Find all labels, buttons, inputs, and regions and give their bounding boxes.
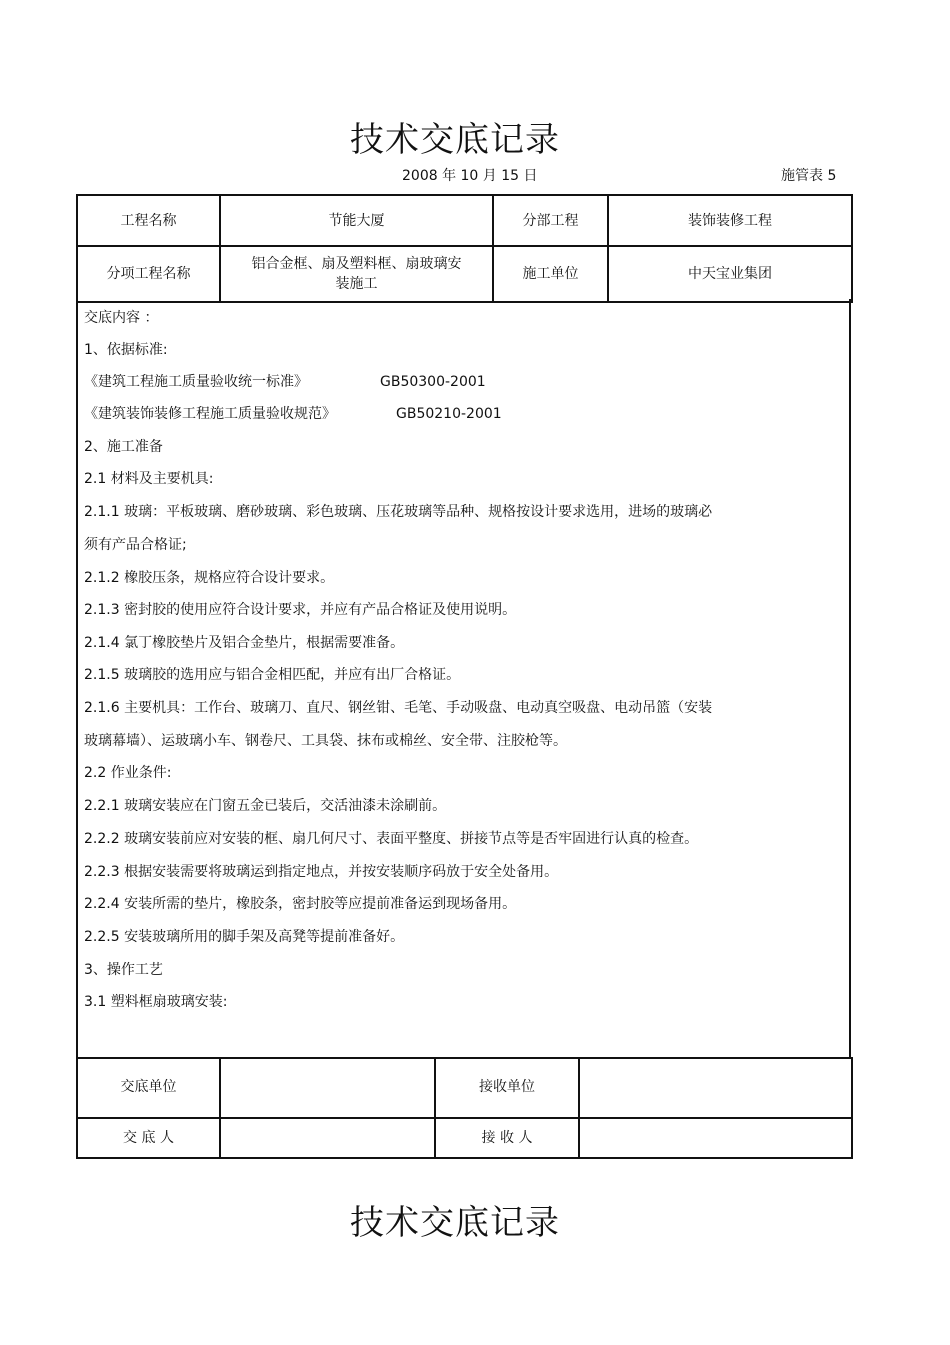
section-3: 3、操作工艺 bbox=[84, 962, 163, 978]
standard-2-code: GB50210-2001 bbox=[396, 406, 502, 422]
division-label: 分部工程 bbox=[493, 195, 608, 246]
contractor-value: 中天宝业集团 bbox=[608, 246, 852, 302]
issuer-unit-field[interactable] bbox=[220, 1057, 435, 1118]
table-row bbox=[77, 195, 852, 246]
item-2-2-1: 2.2.1 玻璃安装应在门窗五金已装后，交活油漆未涂刷前。 bbox=[84, 798, 447, 814]
table-row bbox=[77, 246, 852, 302]
page-title: 技术交底记录 bbox=[350, 120, 560, 160]
item-2-1-6-line-1: 2.1.6 主要机具：工作台、玻璃刀、直尺、钢丝钳、毛笔、手动吸盘、电动真空吸盘、电动吊篮（安装 bbox=[84, 700, 713, 716]
standard-2-name: 《建筑装饰装修工程施工质量验收规范》 bbox=[84, 406, 336, 422]
item-2-1-4: 2.1.4 氯丁橡胶垫片及铝合金垫片，根据需要准备。 bbox=[84, 635, 405, 651]
project-info-table bbox=[76, 194, 853, 303]
subitem-line-1: 铝合金框、扇及塑料框、扇玻璃安 bbox=[251, 256, 462, 272]
item-2-1-2: 2.1.2 橡胶压条，规格应符合设计要求。 bbox=[84, 570, 335, 586]
item-2-2-3: 2.2.3 根据安装需要将玻璃运到指定地点，并按安装顺序码放于安全处备用。 bbox=[84, 864, 559, 880]
standard-1-code: GB50300-2001 bbox=[380, 374, 486, 390]
section-2-2: 2.2 作业条件: bbox=[84, 765, 172, 781]
receiver-unit-label: 接收单位 bbox=[435, 1057, 579, 1118]
signature-table bbox=[76, 1057, 853, 1159]
section-3-1: 3.1 塑料框扇玻璃安装: bbox=[84, 994, 228, 1010]
standard-1 bbox=[84, 371, 486, 391]
project-name-label: 工程名称 bbox=[77, 195, 220, 246]
item-2-1-3: 2.1.3 密封胶的使用应符合设计要求，并应有产品合格证及使用说明。 bbox=[84, 602, 517, 618]
division-value: 装饰装修工程 bbox=[608, 195, 852, 246]
item-2-1-6-line-2: 玻璃幕墙）、运玻璃小车、钢卷尺、工具袋、抹布或棉丝、安全带、注胶枪等。 bbox=[84, 733, 567, 749]
subitem-label: 分项工程名称 bbox=[77, 246, 220, 302]
standard-1-name: 《建筑工程施工质量验收统一标准》 bbox=[84, 374, 308, 390]
contractor-label: 施工单位 bbox=[493, 246, 608, 302]
item-2-1-1-line-2: 须有产品合格证; bbox=[84, 537, 187, 553]
form-number: 施管表 5 bbox=[781, 168, 837, 184]
issuer-field[interactable] bbox=[220, 1118, 435, 1158]
project-name-value: 节能大厦 bbox=[220, 195, 493, 246]
issuer-label: 交 底 人 bbox=[77, 1118, 220, 1158]
item-2-1-1-line-1: 2.1.1 玻璃：平板玻璃、磨砂玻璃、彩色玻璃、压花玻璃等品种、规格按设计要求选用，进场的玻璃必 bbox=[84, 504, 713, 520]
item-2-2-5: 2.2.5 安装玻璃所用的脚手架及高凳等提前准备好。 bbox=[84, 929, 405, 945]
item-2-2-2: 2.2.2 玻璃安装前应对安装的框、扇几何尺寸、表面平整度、拼接节点等是否牢固进行认真的检查。 bbox=[84, 831, 699, 847]
receiver-unit-field[interactable] bbox=[579, 1057, 852, 1118]
standard-2 bbox=[84, 403, 502, 423]
next-page-title: 技术交底记录 bbox=[350, 1203, 560, 1243]
item-2-1-5: 2.1.5 玻璃胶的选用应与铝合金相匹配，并应有出厂合格证。 bbox=[84, 667, 461, 683]
item-2-2-4: 2.2.4 安装所需的垫片，橡胶条，密封胶等应提前准备运到现场备用。 bbox=[84, 896, 517, 912]
table-row bbox=[77, 1118, 852, 1158]
receiver-field[interactable] bbox=[579, 1118, 852, 1158]
section-1: 1、依据标准: bbox=[84, 342, 168, 358]
table-row bbox=[77, 1057, 852, 1118]
section-2-1: 2.1 材料及主要机具: bbox=[84, 471, 214, 487]
record-date: 2008 年 10 月 15 日 bbox=[402, 168, 538, 184]
section-2: 2、施工准备 bbox=[84, 439, 163, 455]
receiver-label: 接 收 人 bbox=[435, 1118, 579, 1158]
disclosure-content bbox=[76, 299, 851, 1059]
content-heading: 交底内容 ： bbox=[84, 310, 159, 326]
subitem-line-2: 装施工 bbox=[335, 276, 378, 292]
issuer-unit-label: 交底单位 bbox=[77, 1057, 220, 1118]
subitem-value bbox=[220, 246, 493, 302]
